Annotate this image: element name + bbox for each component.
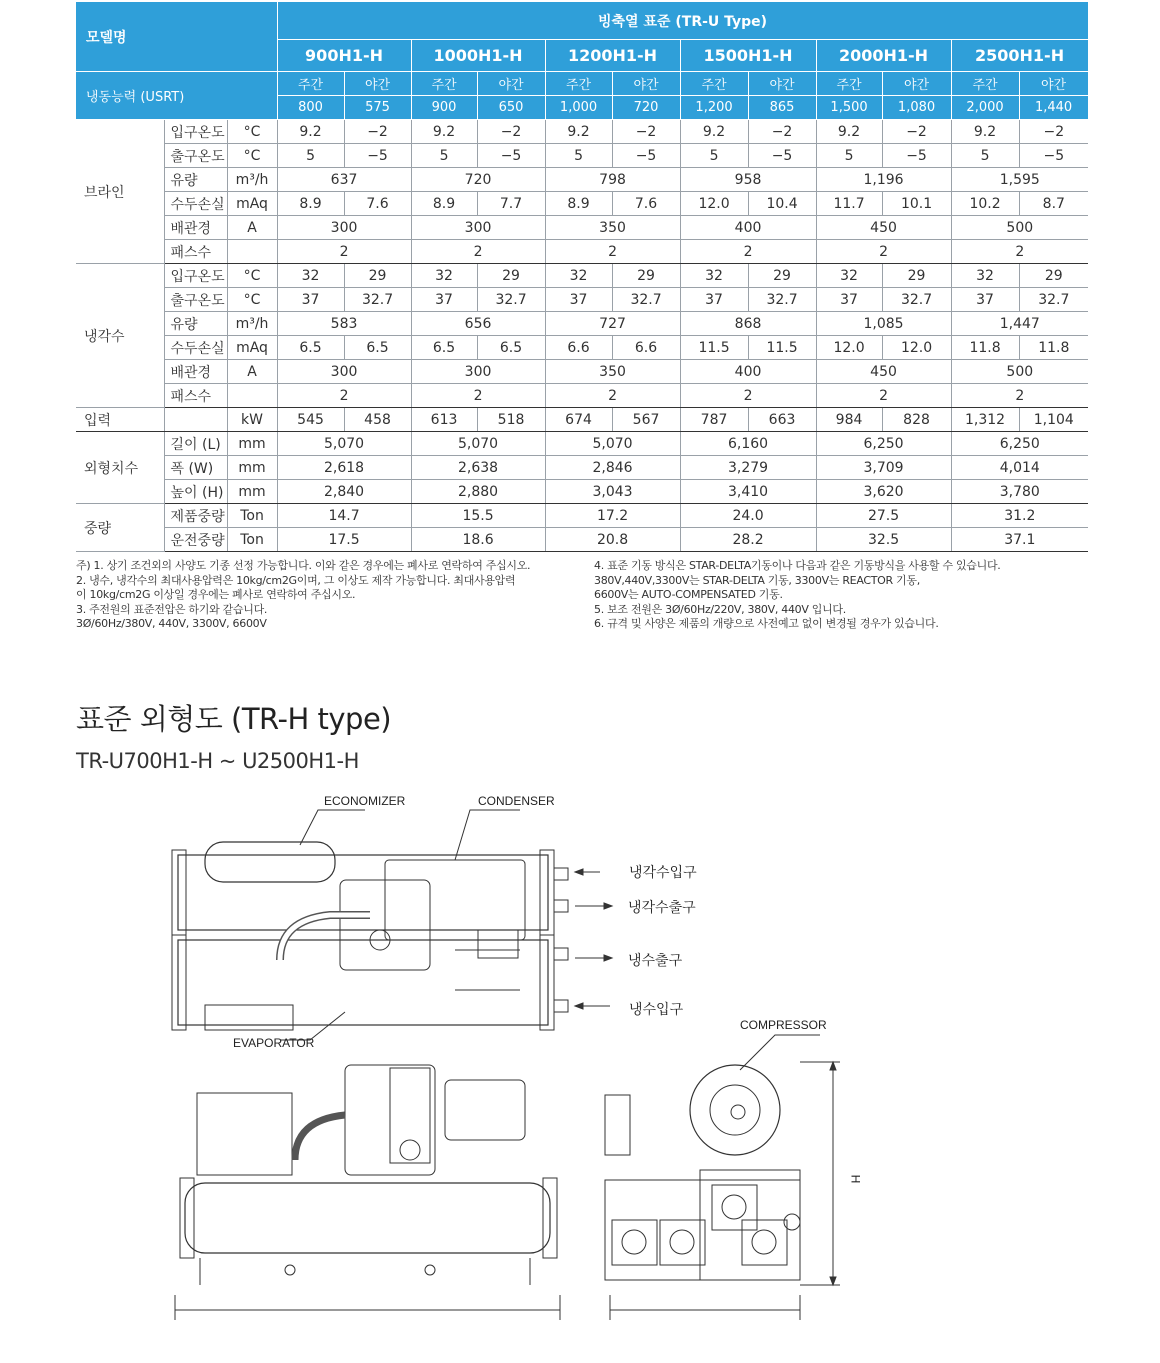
value-cell: 3,620 — [816, 480, 951, 504]
value-cell: 6.5 — [477, 336, 545, 360]
night-capacity-cell: 1,080 — [882, 96, 951, 120]
value-cell: 6,250 — [816, 432, 951, 456]
value-cell: 32 — [951, 264, 1019, 288]
value-cell: 450 — [816, 360, 951, 384]
day-header: 주간 — [951, 72, 1019, 96]
value-cell: −2 — [344, 120, 411, 144]
unit-cell: mm — [227, 480, 277, 504]
unit-cell: m³/h — [227, 312, 277, 336]
table-row — [76, 216, 1088, 240]
value-cell: 350 — [545, 360, 680, 384]
value-cell: 1,104 — [1019, 408, 1088, 432]
value-cell: 2 — [816, 384, 951, 408]
value-cell: 10.1 — [882, 192, 951, 216]
model-column-header: 1200H1-H — [545, 40, 680, 72]
value-cell: 300 — [277, 216, 411, 240]
value-cell: 32 — [816, 264, 882, 288]
item-label-cell: 출구온도 — [164, 144, 227, 168]
night-capacity-cell: 720 — [612, 96, 680, 120]
value-cell: 458 — [344, 408, 411, 432]
value-cell: 31.2 — [951, 504, 1088, 528]
value-cell: 637 — [277, 168, 411, 192]
day-capacity-cell: 800 — [277, 96, 344, 120]
value-cell: 3,043 — [545, 480, 680, 504]
value-cell: 500 — [951, 360, 1088, 384]
value-cell: 37 — [816, 288, 882, 312]
table-row — [76, 240, 1088, 264]
value-cell: 545 — [277, 408, 344, 432]
value-cell: 3,709 — [816, 456, 951, 480]
unit-cell: Ton — [227, 528, 277, 552]
value-cell: −2 — [612, 120, 680, 144]
value-cell: 5 — [411, 144, 477, 168]
table-row — [76, 504, 1088, 528]
notes-left — [76, 559, 530, 632]
item-label-cell: 유량 — [164, 168, 227, 192]
value-cell: 2 — [411, 384, 545, 408]
notes-right — [594, 559, 1000, 632]
value-cell: 300 — [411, 216, 545, 240]
item-label-cell: 길이 (L) — [164, 432, 227, 456]
value-cell: 583 — [277, 312, 411, 336]
value-cell: 2 — [680, 384, 816, 408]
outline-drawing — [0, 780, 1160, 1360]
table-row — [76, 288, 1088, 312]
value-cell: 6.6 — [612, 336, 680, 360]
note-line: 4. 표준 기동 방식은 STAR-DELTA기동이나 다음과 같은 기동방식을 사용할 수 있습니다. — [594, 559, 1001, 572]
night-header: 야간 — [882, 72, 951, 96]
value-cell: 32.7 — [748, 288, 816, 312]
value-cell: 6.6 — [545, 336, 612, 360]
night-capacity-cell: 1,440 — [1019, 96, 1088, 120]
value-cell: 7.6 — [344, 192, 411, 216]
value-cell: 1,196 — [816, 168, 951, 192]
unit-cell: °C — [227, 288, 277, 312]
item-label-cell: 폭 (W) — [164, 456, 227, 480]
value-cell: 4,014 — [951, 456, 1088, 480]
drawing-subtitle: TR-U700H1-H ~ U2500H1-H — [76, 749, 359, 773]
value-cell: −2 — [748, 120, 816, 144]
capacity-header: 냉동능력 (USRT) — [76, 72, 277, 120]
cooling-water-inlet-label: 냉각수입구 — [629, 865, 697, 881]
value-cell: 8.9 — [545, 192, 612, 216]
day-capacity-cell: 1,500 — [816, 96, 882, 120]
value-cell: 3,279 — [680, 456, 816, 480]
day-capacity-cell: 1,200 — [680, 96, 748, 120]
note-line: 6. 규격 및 사양은 제품의 개량으로 사전예고 없이 변경될 경우가 있습니다. — [594, 617, 939, 630]
group-label-cell: 외형치수 — [76, 432, 164, 504]
table-row — [76, 120, 1088, 144]
value-cell: 5 — [951, 144, 1019, 168]
value-cell: 2 — [277, 240, 411, 264]
value-cell: 613 — [411, 408, 477, 432]
value-cell: 10.4 — [748, 192, 816, 216]
value-cell: −2 — [477, 120, 545, 144]
value-cell: 2 — [411, 240, 545, 264]
value-cell: −2 — [1019, 120, 1088, 144]
value-cell: 32.5 — [816, 528, 951, 552]
value-cell: 9.2 — [951, 120, 1019, 144]
value-cell: 656 — [411, 312, 545, 336]
value-cell: 11.5 — [748, 336, 816, 360]
value-cell: 798 — [545, 168, 680, 192]
value-cell: 32.7 — [344, 288, 411, 312]
day-header: 주간 — [411, 72, 477, 96]
value-cell: 300 — [277, 360, 411, 384]
value-cell: 37 — [951, 288, 1019, 312]
item-label-cell: 입구온도 — [164, 120, 227, 144]
table-row — [76, 312, 1088, 336]
value-cell: 1,312 — [951, 408, 1019, 432]
value-cell: 828 — [882, 408, 951, 432]
value-cell: 32.7 — [612, 288, 680, 312]
value-cell: 518 — [477, 408, 545, 432]
day-header: 주간 — [545, 72, 612, 96]
unit-cell: A — [227, 360, 277, 384]
value-cell: 984 — [816, 408, 882, 432]
chilled-water-outlet-label: 냉수출구 — [628, 953, 683, 969]
value-cell: 663 — [748, 408, 816, 432]
note-line: 3Ø/60Hz/380V, 440V, 3300V, 6600V — [76, 617, 267, 630]
table-row — [76, 528, 1088, 552]
note-line: 이 10kg/cm2G 이상일 경우에는 폐사로 연락하여 주십시오. — [76, 588, 356, 601]
item-label-cell: 운전중량 — [164, 528, 227, 552]
value-cell: 1,595 — [951, 168, 1088, 192]
drawing-title: 표준 외형도 (TR-H type) — [76, 702, 392, 736]
value-cell: 27.5 — [816, 504, 951, 528]
value-cell: 29 — [748, 264, 816, 288]
item-label-cell: 수두손실 — [164, 336, 227, 360]
table-row — [76, 264, 1088, 288]
value-cell: 17.2 — [545, 504, 680, 528]
item-label-cell: 수두손실 — [164, 192, 227, 216]
value-cell: 32.7 — [477, 288, 545, 312]
group-label-cell: 냉각수 — [76, 264, 164, 408]
unit-cell — [227, 240, 277, 264]
spec-table — [76, 2, 1089, 552]
value-cell: 10.2 — [951, 192, 1019, 216]
unit-cell: Ton — [227, 504, 277, 528]
value-cell: 727 — [545, 312, 680, 336]
value-cell: 29 — [344, 264, 411, 288]
value-cell: 12.0 — [882, 336, 951, 360]
value-cell: 787 — [680, 408, 748, 432]
item-label-cell: 제품중량 — [164, 504, 227, 528]
model-column-header: 900H1-H — [277, 40, 411, 72]
value-cell: 868 — [680, 312, 816, 336]
top-view-drawing — [172, 810, 612, 1040]
value-cell: 6.5 — [277, 336, 344, 360]
value-cell: 3,780 — [951, 480, 1088, 504]
value-cell: 20.8 — [545, 528, 680, 552]
table-row — [76, 168, 1088, 192]
evaporator-label: EVAPORATOR — [233, 1036, 315, 1050]
table-row — [76, 456, 1088, 480]
value-cell: 3,410 — [680, 480, 816, 504]
value-cell: 6.5 — [411, 336, 477, 360]
note-line: 3. 주전원의 표준전압은 하기와 같습니다. — [76, 602, 268, 616]
day-header: 주간 — [277, 72, 344, 96]
value-cell: 400 — [680, 360, 816, 384]
value-cell: 6,160 — [680, 432, 816, 456]
value-cell: 32.7 — [882, 288, 951, 312]
value-cell: 5 — [816, 144, 882, 168]
value-cell: 32 — [680, 264, 748, 288]
value-cell: 2 — [951, 384, 1088, 408]
model-column-header: 2500H1-H — [951, 40, 1088, 72]
value-cell: 400 — [680, 216, 816, 240]
value-cell: 11.7 — [816, 192, 882, 216]
value-cell: 2 — [816, 240, 951, 264]
value-cell: 29 — [612, 264, 680, 288]
value-cell: −5 — [344, 144, 411, 168]
table-row — [76, 192, 1088, 216]
value-cell: −5 — [748, 144, 816, 168]
chilled-water-inlet-label: 냉수입구 — [629, 1002, 684, 1018]
table-row — [76, 480, 1088, 504]
value-cell: 350 — [545, 216, 680, 240]
value-cell: 9.2 — [816, 120, 882, 144]
value-cell: 2 — [545, 240, 680, 264]
note-line: 2. 냉수, 냉각수의 최대사용압력은 10kg/cm2G이며, 그 이상도 제작 가능합니다. 최대사용압력 — [76, 573, 516, 587]
value-cell: 5 — [680, 144, 748, 168]
day-capacity-cell: 2,000 — [951, 96, 1019, 120]
table-row — [76, 336, 1088, 360]
value-cell: −5 — [612, 144, 680, 168]
value-cell: 9.2 — [277, 120, 344, 144]
day-capacity-cell: 1,000 — [545, 96, 612, 120]
note-line: 6600V는 AUTO-COMPENSATED 기동. — [594, 588, 783, 601]
value-cell: 567 — [612, 408, 680, 432]
unit-cell: kW — [227, 408, 277, 432]
value-cell: −5 — [1019, 144, 1088, 168]
item-label-cell: 높이 (H) — [164, 480, 227, 504]
value-cell: 29 — [1019, 264, 1088, 288]
value-cell: 5,070 — [277, 432, 411, 456]
value-cell: 674 — [545, 408, 612, 432]
value-cell: 12.0 — [816, 336, 882, 360]
value-cell: 1,085 — [816, 312, 951, 336]
night-header: 야간 — [748, 72, 816, 96]
value-cell: 32 — [411, 264, 477, 288]
model-column-header: 1500H1-H — [680, 40, 816, 72]
unit-cell: °C — [227, 144, 277, 168]
model-column-header: 2000H1-H — [816, 40, 951, 72]
value-cell: 18.6 — [411, 528, 545, 552]
value-cell: 37 — [411, 288, 477, 312]
value-cell: 7.6 — [612, 192, 680, 216]
value-cell: 958 — [680, 168, 816, 192]
unit-cell — [227, 384, 277, 408]
item-label-cell: 패스수 — [164, 384, 227, 408]
value-cell: 2 — [277, 384, 411, 408]
value-cell: 32.7 — [1019, 288, 1088, 312]
value-cell: 8.9 — [277, 192, 344, 216]
table-row — [76, 432, 1088, 456]
value-cell: 5,070 — [545, 432, 680, 456]
value-cell: 5,070 — [411, 432, 545, 456]
value-cell: 11.8 — [1019, 336, 1088, 360]
value-cell: 11.5 — [680, 336, 748, 360]
unit-cell: mAq — [227, 336, 277, 360]
value-cell: −5 — [477, 144, 545, 168]
item-label-cell: 유량 — [164, 312, 227, 336]
value-cell: 29 — [882, 264, 951, 288]
value-cell: 2,618 — [277, 456, 411, 480]
value-cell: 9.2 — [411, 120, 477, 144]
night-header: 야간 — [612, 72, 680, 96]
unit-cell: mAq — [227, 192, 277, 216]
day-header: 주간 — [680, 72, 748, 96]
value-cell: 15.5 — [411, 504, 545, 528]
value-cell: 2,880 — [411, 480, 545, 504]
day-header: 주간 — [816, 72, 882, 96]
value-cell: 2,846 — [545, 456, 680, 480]
group-label-cell: 입력 — [76, 408, 164, 432]
value-cell: 2 — [545, 384, 680, 408]
table-row — [76, 360, 1088, 384]
value-cell: 37 — [277, 288, 344, 312]
group-label-cell: 브라인 — [76, 120, 164, 264]
front-view-drawing — [175, 1065, 560, 1320]
note-line: 주) 1. 상기 조건외의 사양도 기종 선정 가능합니다. 이와 같은 경우에는 폐사로 연락하여 주십시오. — [76, 559, 531, 572]
value-cell: 2 — [951, 240, 1088, 264]
unit-cell: °C — [227, 264, 277, 288]
value-cell: 2 — [680, 240, 816, 264]
unit-cell: A — [227, 216, 277, 240]
height-dimension-label: H — [848, 1174, 863, 1184]
value-cell: 24.0 — [680, 504, 816, 528]
value-cell: 7.7 — [477, 192, 545, 216]
group-label-cell: 중량 — [76, 504, 164, 552]
value-cell: −5 — [882, 144, 951, 168]
value-cell: 9.2 — [680, 120, 748, 144]
item-label-cell: 배관경 — [164, 216, 227, 240]
value-cell: 500 — [951, 216, 1088, 240]
value-cell: 450 — [816, 216, 951, 240]
unit-cell: mm — [227, 456, 277, 480]
value-cell: 1,447 — [951, 312, 1088, 336]
unit-cell: m³/h — [227, 168, 277, 192]
table-row — [76, 408, 1088, 432]
table-row — [76, 384, 1088, 408]
value-cell: 32 — [277, 264, 344, 288]
value-cell: 2,840 — [277, 480, 411, 504]
value-cell: 6.5 — [344, 336, 411, 360]
item-label-cell: 입구온도 — [164, 264, 227, 288]
value-cell: 300 — [411, 360, 545, 384]
value-cell: 17.5 — [277, 528, 411, 552]
model-column-header: 1000H1-H — [411, 40, 545, 72]
night-header: 야간 — [344, 72, 411, 96]
side-view-drawing — [605, 1035, 840, 1320]
unit-cell: °C — [227, 120, 277, 144]
night-header: 야간 — [1019, 72, 1088, 96]
value-cell: 12.0 — [680, 192, 748, 216]
night-capacity-cell: 575 — [344, 96, 411, 120]
value-cell: 9.2 — [545, 120, 612, 144]
value-cell: 8.7 — [1019, 192, 1088, 216]
model-name-header: 모델명 — [76, 2, 277, 72]
unit-cell: mm — [227, 432, 277, 456]
value-cell: 37 — [545, 288, 612, 312]
night-capacity-cell: 865 — [748, 96, 816, 120]
day-capacity-cell: 900 — [411, 96, 477, 120]
value-cell: 28.2 — [680, 528, 816, 552]
night-header: 야간 — [477, 72, 545, 96]
night-capacity-cell: 650 — [477, 96, 545, 120]
item-label-cell: 패스수 — [164, 240, 227, 264]
value-cell: 11.8 — [951, 336, 1019, 360]
value-cell: 5 — [277, 144, 344, 168]
note-line: 5. 보조 전원은 3Ø/60Hz/220V, 380V, 440V 입니다. — [594, 602, 846, 616]
value-cell: 37 — [680, 288, 748, 312]
value-cell: 720 — [411, 168, 545, 192]
value-cell: 37.1 — [951, 528, 1088, 552]
value-cell: 29 — [477, 264, 545, 288]
series-title-header: 빙축열 표준 (TR-U Type) — [277, 2, 1088, 40]
value-cell: 6,250 — [951, 432, 1088, 456]
compressor-label: COMPRESSOR — [740, 1018, 827, 1032]
economizer-label: ECONOMIZER — [324, 794, 406, 808]
value-cell: 8.9 — [411, 192, 477, 216]
item-label-cell — [164, 408, 227, 432]
value-cell: 2,638 — [411, 456, 545, 480]
value-cell: 14.7 — [277, 504, 411, 528]
item-label-cell: 출구온도 — [164, 288, 227, 312]
note-line: 380V,440V,3300V는 STAR-DELTA 기동, 3300V는 REACTOR 기동, — [594, 573, 920, 587]
value-cell: 5 — [545, 144, 612, 168]
value-cell: −2 — [882, 120, 951, 144]
item-label-cell: 배관경 — [164, 360, 227, 384]
value-cell: 32 — [545, 264, 612, 288]
condenser-label: CONDENSER — [478, 794, 555, 808]
cooling-water-outlet-label: 냉각수출구 — [628, 900, 696, 916]
table-row — [76, 144, 1088, 168]
